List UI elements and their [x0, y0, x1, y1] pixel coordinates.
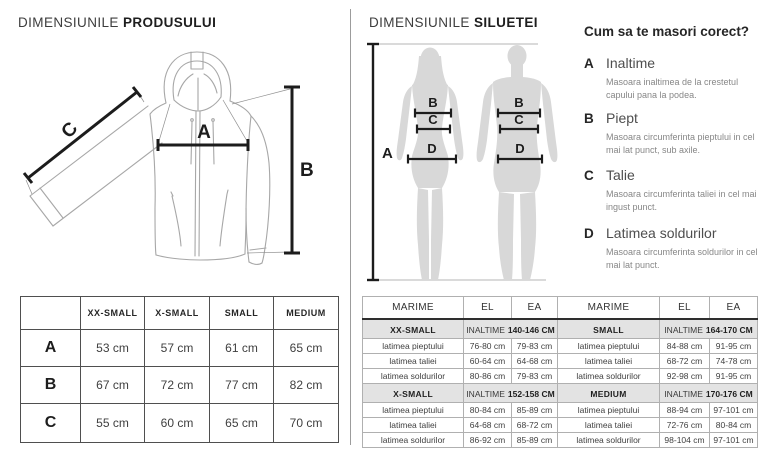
measure-label-cell: latimea soldurilor — [558, 432, 660, 447]
measure-term: Piept — [606, 110, 638, 126]
silhouette-size-table — [362, 296, 758, 448]
measure-label-cell: latimea soldurilor — [558, 368, 660, 383]
ptable-cell: 53 cm — [81, 330, 145, 367]
value-cell: 79-83 cm — [512, 368, 558, 383]
table-row — [363, 353, 758, 368]
jacket-label-b: B — [300, 160, 314, 181]
ptable-cell: 70 cm — [274, 404, 339, 443]
silhouette-dimensions-title — [369, 15, 538, 30]
ptable-cell: 77 cm — [210, 367, 274, 404]
silhouette-label-b-female: B — [428, 95, 438, 110]
measure-letter: D — [584, 226, 594, 241]
value-cell: 64-68 cm — [464, 417, 512, 432]
size-section-row — [363, 319, 758, 339]
height-label: INALTIME — [664, 388, 703, 399]
value-cell: 91-95 cm — [710, 338, 758, 353]
value-cell: 86-92 cm — [464, 432, 512, 447]
table-row — [363, 338, 758, 353]
value-cell: 85-89 cm — [512, 402, 558, 417]
silhouette-label-d-male: D — [515, 141, 525, 156]
ptable-corner-cell — [21, 297, 81, 330]
ptable-row-label: B — [21, 367, 81, 404]
size-name: MEDIUM — [590, 388, 627, 399]
height-range: 170-176 CM — [705, 388, 753, 399]
value-cell: 72-76 cm — [660, 417, 710, 432]
stable-header-ea: EA — [512, 297, 558, 319]
silhouette-label-c-male: C — [514, 112, 524, 127]
value-cell: 76-80 cm — [464, 338, 512, 353]
product-dimensions-table — [20, 296, 339, 443]
ptable-col-medium: MEDIUM — [274, 297, 339, 330]
height-label: INALTIME — [466, 388, 505, 399]
stable-header-marime: MARIME — [363, 297, 464, 319]
ptable-cell: 65 cm — [210, 404, 274, 443]
measure-label-cell: latimea taliei — [558, 417, 660, 432]
table-row — [21, 404, 339, 443]
jacket-label-a: A — [197, 122, 211, 143]
silhouette-diagram — [362, 40, 567, 288]
measure-label-cell: latimea taliei — [363, 353, 464, 368]
stable-header-ea: EA — [710, 297, 758, 319]
value-cell: 98-104 cm — [660, 432, 710, 447]
title-bold-part: SILUETEI — [473, 15, 538, 30]
measure-term: Latimea soldurilor — [606, 225, 717, 241]
height-label: INALTIME — [466, 324, 505, 335]
measure-label-cell: latimea soldurilor — [363, 368, 464, 383]
table-row — [363, 368, 758, 383]
ptable-col-small: SMALL — [210, 297, 274, 330]
size-section-row — [363, 383, 758, 402]
table-row — [363, 432, 758, 447]
measure-label-cell: latimea taliei — [558, 353, 660, 368]
value-cell: 74-78 cm — [710, 353, 758, 368]
height-label: INALTIME — [664, 324, 703, 335]
title-regular-part: DIMENSIUNILE — [369, 15, 470, 30]
ptable-col-xsmall: X-SMALL — [145, 297, 210, 330]
height-range: 152-158 CM — [507, 388, 555, 399]
height-range: 164-170 CM — [705, 324, 753, 335]
size-name: X-SMALL — [393, 388, 433, 399]
table-row — [21, 330, 339, 367]
product-dimensions-title — [18, 15, 216, 30]
measure-term: Talie — [606, 167, 635, 183]
measure-description: Masoara inaltimea de la crestetul capului pana la podea. — [606, 77, 739, 100]
how-to-measure-section — [584, 24, 756, 39]
stable-header-el: EL — [660, 297, 710, 319]
stable-header-marime: MARIME — [558, 297, 660, 319]
value-cell: 91-95 cm — [710, 368, 758, 383]
height-range: 140-146 CM — [507, 324, 555, 335]
female-silhouette — [397, 48, 464, 281]
ptable-cell: 72 cm — [145, 367, 210, 404]
measure-label-cell: latimea pieptului — [558, 402, 660, 417]
silhouette-label-c-female: C — [428, 112, 438, 127]
stable-header-el: EL — [464, 297, 512, 319]
value-cell: 80-84 cm — [710, 417, 758, 432]
measure-item-piept — [584, 110, 760, 156]
title-regular-part: DIMENSIUNILE — [18, 15, 119, 30]
measure-item-inaltime — [584, 55, 760, 101]
value-cell: 97-101 cm — [710, 402, 758, 417]
measure-letter: A — [584, 56, 594, 71]
measure-description: Masoara circumferinta soldurilor in cel mai lat punct. — [606, 247, 758, 270]
measure-description: Masoara circumferinta pieptului in cel mai lat punct, sub axile. — [606, 132, 755, 155]
value-cell: 97-101 cm — [710, 432, 758, 447]
ptable-cell: 60 cm — [145, 404, 210, 443]
ptable-row-label: C — [21, 404, 81, 443]
ptable-col-xxsmall: XX-SMALL — [81, 297, 145, 330]
silhouette-label-b-male: B — [514, 95, 524, 110]
measure-term: Inaltime — [606, 55, 656, 71]
measure-letter: C — [584, 168, 594, 183]
measure-letter: B — [584, 111, 594, 126]
measure-description: Masoara circumferinta taliei in cel mai ingust punct. — [606, 189, 757, 212]
value-cell: 84-88 cm — [660, 338, 710, 353]
ptable-cell: 67 cm — [81, 367, 145, 404]
value-cell: 68-72 cm — [660, 353, 710, 368]
table-row — [363, 402, 758, 417]
value-cell: 60-64 cm — [464, 353, 512, 368]
value-cell: 79-83 cm — [512, 338, 558, 353]
how-to-measure-heading: Cum sa te masori corect? — [584, 24, 750, 39]
table-row — [21, 367, 339, 404]
male-silhouette — [477, 45, 558, 280]
ptable-cell: 61 cm — [210, 330, 274, 367]
ptable-row-label: A — [21, 330, 81, 367]
jacket-label-c: C — [57, 118, 83, 143]
value-cell: 85-89 cm — [512, 432, 558, 447]
measure-label-cell: latimea soldurilor — [363, 432, 464, 447]
ptable-cell: 55 cm — [81, 404, 145, 443]
ptable-cell: 57 cm — [145, 330, 210, 367]
value-cell: 80-86 cm — [464, 368, 512, 383]
table-row — [363, 417, 758, 432]
size-name: XX-SMALL — [390, 324, 436, 335]
value-cell: 92-98 cm — [660, 368, 710, 383]
value-cell: 68-72 cm — [512, 417, 558, 432]
value-cell: 80-84 cm — [464, 402, 512, 417]
silhouette-label-a: A — [382, 145, 393, 162]
measure-label-cell: latimea pieptului — [363, 402, 464, 417]
vertical-divider — [350, 9, 351, 445]
ptable-cell: 65 cm — [274, 330, 339, 367]
silhouette-label-d-female: D — [427, 141, 437, 156]
title-bold-part: PRODUSULUI — [122, 15, 217, 30]
measure-item-latimea-soldurilor — [584, 225, 760, 271]
value-cell: 64-68 cm — [512, 353, 558, 368]
measure-label-cell: latimea pieptului — [363, 338, 464, 353]
measure-label-cell: latimea pieptului — [558, 338, 660, 353]
size-name: SMALL — [593, 324, 624, 335]
ptable-cell: 82 cm — [274, 367, 339, 404]
value-cell: 88-94 cm — [660, 402, 710, 417]
measure-item-talie — [584, 167, 760, 213]
measure-label-cell: latimea taliei — [363, 417, 464, 432]
jacket-diagram — [10, 48, 345, 293]
